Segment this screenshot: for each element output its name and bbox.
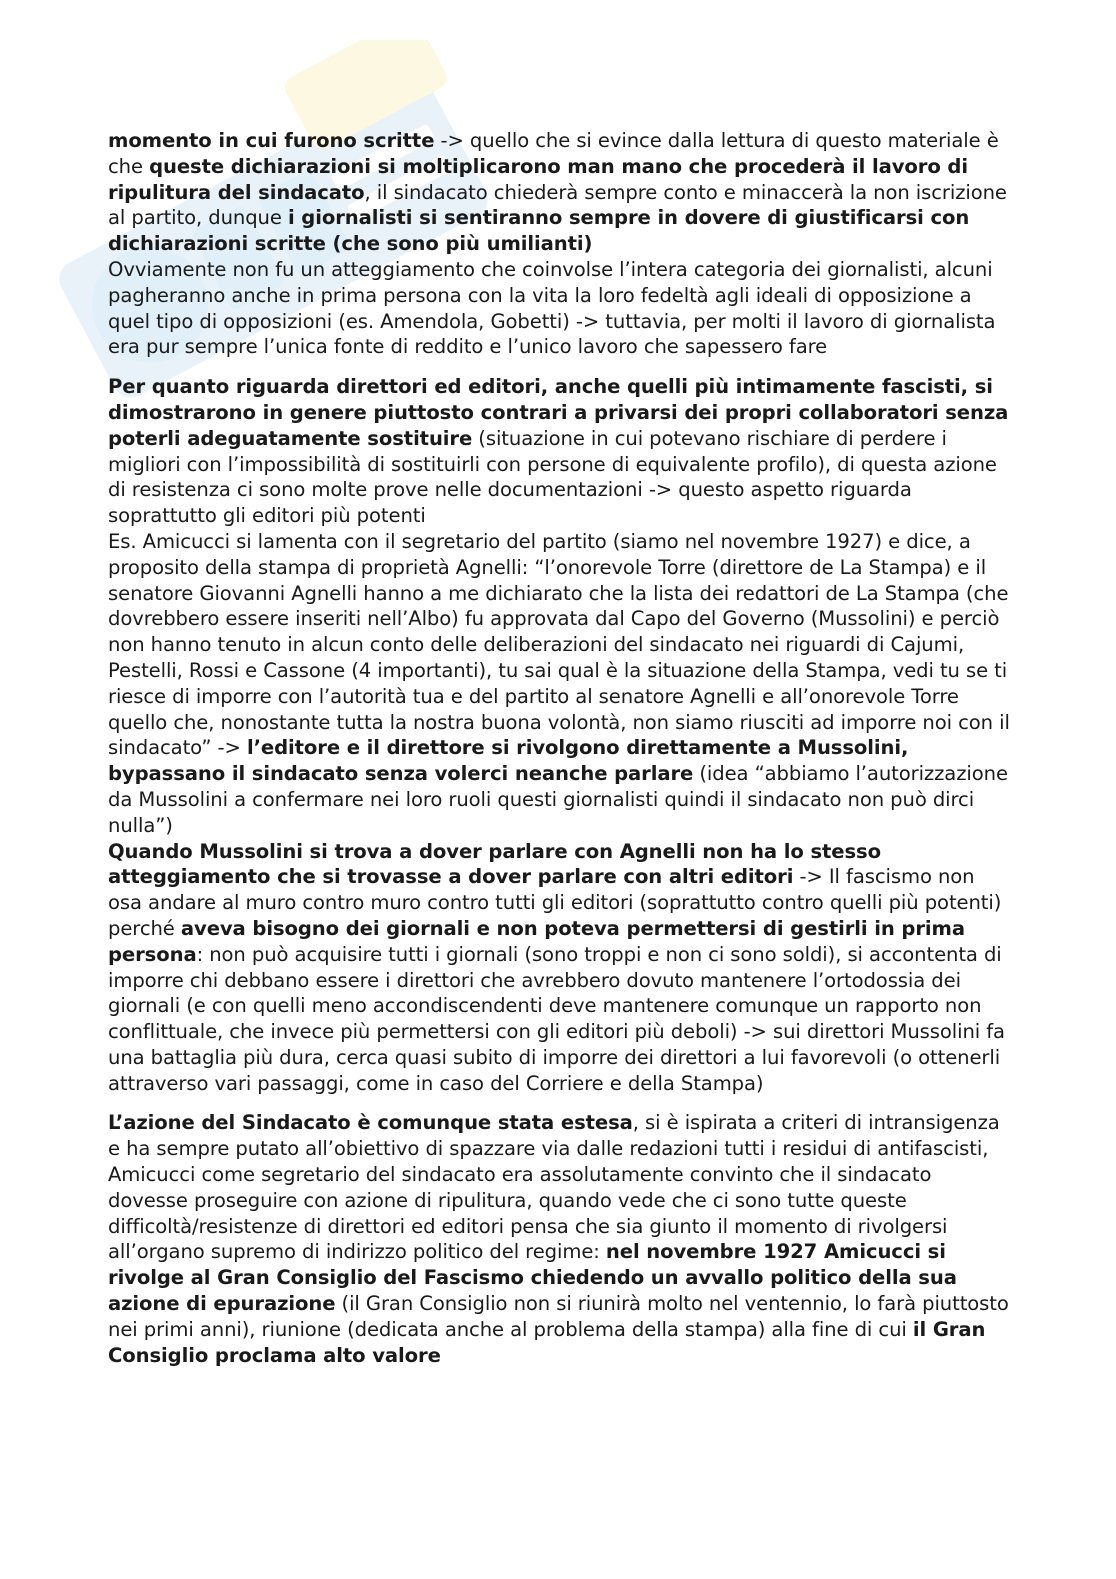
bold-text: momento in cui furono scritte bbox=[108, 129, 435, 152]
paragraph bbox=[108, 1110, 1013, 1368]
body-text: : non può acquisire tutti i giornali (sono troppi e non ci sono soldi), si accontenta di imporre chi debbano essere i direttori che avrebbero dovuto mantenere l’ortodossia dei giornali (e con quelli meno accondiscendenti deve mantenere comunque un rapporto non conflittuale, che invece più permettersi con gli editori più deboli) -> sui direttori Mussolini fa una battaglia più dura, cerca quasi subito di imporre dei direttori a lui favorevoli (o ottenerli attraverso vari passaggi, come in caso del Corriere e della Stampa) bbox=[108, 942, 1005, 1095]
paragraph bbox=[108, 839, 1013, 1097]
bold-text: i giornalisti si sentiranno sempre in dovere di giustificarsi con dichiarazioni scritte (che sono più umilianti) bbox=[108, 206, 970, 256]
body-text: (idea “abbiamo l’autorizzazione da Mussolini a confermare nei loro ruoli questi giornalisti quindi il sindacato non può dirci nulla”) bbox=[108, 762, 1008, 837]
paragraph bbox=[108, 257, 1013, 360]
body-text: -> Il fascismo non osa andare al muro contro muro contro tutti gli editori (soprattutto contro quelli più potenti) perché bbox=[108, 865, 1002, 940]
body-text: Es. Amicucci si lamenta con il segretario del partito (siamo nel novembre 1927) e dice, a proposito della stampa di proprietà Agnelli: “l’onorevole Torre (direttore de La Stampa) e il senatore Giovanni Agnelli hanno a me dichiarato che la lista dei redattori de La Stampa (che dovrebbero essere inseriti nell’Albo) fu approvata dal Capo del Governo (Mussolini) e perciò non hanno tenuto in alcun conto delle deliberazioni del sindacato nei riguardi di Cajumi, Pestelli, Rossi e Cassone (4 importanti), tu sai qual è la situazione della Stampa, vedi tu se ti riesce di imporre con l’autorità tua e del partito al senatore Agnelli e all’onorevole Torre quello che, nonostante tutta la nostra buona volontà, non siamo riusciti ad imporre noi con il sindacato” -> bbox=[108, 529, 1010, 760]
bold-text: Quando Mussolini si trova a dover parlare con Agnelli non ha lo stesso atteggiamento che si trovasse a dover parlare con altri editori bbox=[108, 839, 881, 889]
body-text: (situazione in cui potevano rischiare di perdere i migliori con l’impossibilità di sostituirli con persone di equivalente profilo), di questa azione di resistenza ci sono molte prove nelle documentazioni -> questo aspetto riguarda soprattutto gli editori più potenti bbox=[108, 426, 997, 528]
bold-text: aveva bisogno dei giornali e non poteva permettersi di gestirli in prima persona bbox=[108, 916, 965, 966]
bold-text: L’azione del Sindacato è comunque stata estesa bbox=[108, 1111, 633, 1135]
document-body bbox=[108, 128, 1013, 1368]
bold-text: l’editore e il direttore si rivolgono direttamente a Mussolini, bypassano il sindacato senza volerci neanche parlare bbox=[108, 736, 909, 786]
paragraph bbox=[108, 529, 1013, 839]
bold-text: queste dichiarazioni si moltiplicarono man mano che procederà il lavoro di ripulitura del sindacato bbox=[108, 154, 968, 204]
body-text: Ovviamente non fu un atteggiamento che coinvolse l’intera categoria dei giornalisti, alcuni pagheranno anche in prima persona con la vita la loro fedeltà agli ideali di opposizione a quel tipo di opposizioni (es. Amendola, Gobetti) -> tuttavia, per molti il lavoro di giornalista era pur sempre l’unica fonte di reddito e l’unico lavoro che sapessero fare bbox=[108, 257, 996, 359]
bold-text: il Gran Consiglio proclama alto valore bbox=[108, 1317, 986, 1367]
body-text: -> quello che si evince dalla lettura di questo materiale è che bbox=[108, 129, 999, 178]
paragraph bbox=[108, 128, 1013, 257]
bold-text: nel novembre 1927 Amicucci si rivolge al Gran Consiglio del Fascismo chiedendo un avvallo politico della sua azione di epurazione bbox=[108, 1240, 957, 1316]
body-text: (il Gran Consiglio non si riunirà molto nel ventennio, lo farà piuttosto nei primi anni), riunione (dedicata anche al problema della stampa) alla fine di cui bbox=[108, 1292, 1009, 1341]
body-text: , si è ispirata a criteri di intransigenza e ha sempre putato all’obiettivo di spazzare via dalle redazioni tutti i residui di antifascisti, Amicucci come segretario del sindacato era assolutamente convinto che il sindacato dovesse proseguire con azione di ripulitura, quando vede che ci sono tutte queste difficoltà/resistenze di direttori ed editori pensa che sia giunto il momento di rivolgersi all’organo supremo di indirizzo politico del regime: bbox=[108, 1111, 1000, 1264]
bold-text: Per quanto riguarda direttori ed editori, anche quelli più intimamente fascisti, si dimostrarono in genere piuttosto contrari a privarsi dei propri collaboratori senza poterli adeguatamente sostituire bbox=[108, 375, 1009, 450]
body-text: , il sindacato chiederà sempre conto e minaccerà la non iscrizione al partito, dunque bbox=[108, 180, 1007, 230]
paragraph bbox=[108, 374, 1013, 529]
